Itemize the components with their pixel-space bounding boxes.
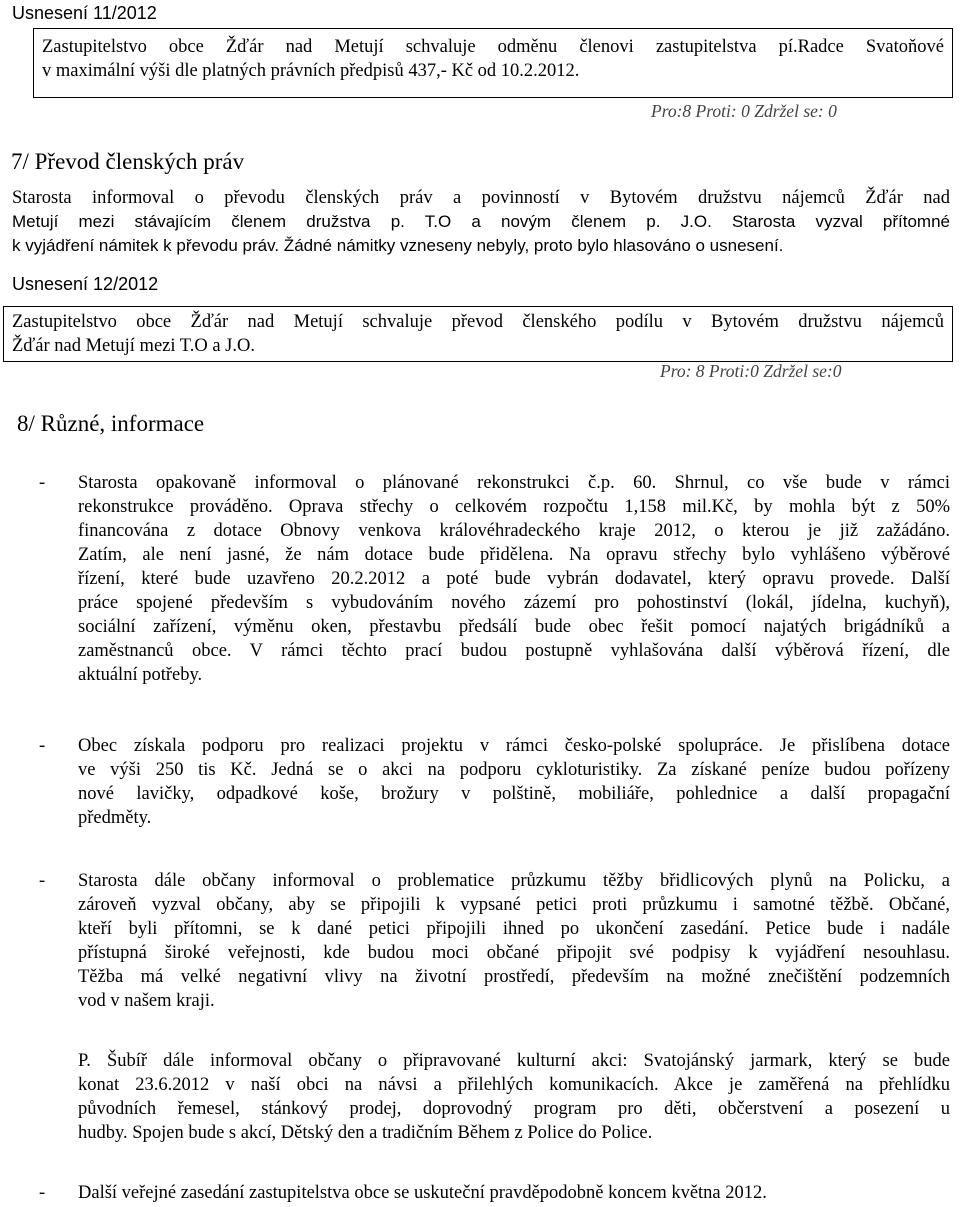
resolution-11-box bbox=[33, 28, 953, 98]
info-item-2-line-1: Obec získala podporu pro realizaci projektu v rámci česko-polské spolupráce. Je přislíbena dotace bbox=[78, 736, 950, 756]
section-7-paragraph bbox=[12, 186, 950, 258]
section-7-line-2: Metují mezi stávajícím členem družstva p. T.O a novým členem p. J.O. Starosta vyzval přítomné bbox=[12, 212, 950, 231]
info-item-1-line-8: zaměstnanců obce. V rámci těchto prací budou postupně vyhlašována další výběrová řízení, dle bbox=[78, 641, 950, 661]
info-item-2-line-2: ve výši 250 tis Kč. Jedná se o akci na podporu cykloturistiky. Za získané peníze budou pořízeny bbox=[78, 760, 950, 780]
resolution-12-line-2: Žďár nad Metují mezi T.O a J.O. bbox=[12, 336, 255, 356]
info-item-3-line-4: přístupná široké veřejnosti, kde budou moci občané připojit své podpisy k vyjádření nesouhlasu. bbox=[78, 943, 950, 963]
info-item-1-line-5: řízení, které bude uzavřeno 20.2.2012 a poté bude vybrán dodavatel, který opravu provede. Další bbox=[78, 569, 950, 589]
resolution-11-title: Usnesení 11/2012 bbox=[12, 3, 157, 23]
info-item-4-line-1: Další veřejné zasedání zastupitelstva obce se uskuteční pravděpodobně koncem května 2012. bbox=[78, 1183, 767, 1203]
info-item-2-line-3: nové lavičky, odpadkové koše, brožury v polštině, mobiliáře, pohlednice a další propagační bbox=[78, 784, 950, 804]
info-item-1-line-7: sociální zařízení, výměnu oken, přestavbu předsálí bude obec řešit pomocí najatých brigádníků a bbox=[78, 617, 950, 637]
info-item-3-line-2: zároveň vyzval občany, aby se připojili k vypsané petici proti průzkumu i samotné těžbě. Občané, bbox=[78, 895, 950, 915]
info-item-1-line-6: práce spojené především s vybudováním nového zázemí pro pohostinství (lokál, jídelna, kuchyň), bbox=[78, 593, 950, 613]
bullet-dash-4: - bbox=[39, 1183, 46, 1203]
info-item-3-line-6: vod v našem kraji. bbox=[78, 991, 215, 1011]
info-item-1-line-9: aktuální potřeby. bbox=[78, 665, 203, 685]
info-item-3b-line-3: původních řemesel, stánkový prodej, doprovodný program pro děti, občerstvení a posezení u bbox=[78, 1099, 950, 1119]
section-8-heading: 8/ Různé, informace bbox=[17, 411, 205, 436]
info-item-3b-line-4: hudby. Spojen bude s akcí, Dětský den a tradičním Během z Police do Police. bbox=[78, 1123, 653, 1143]
info-item-1-line-2: rekonstrukce prováděno. Oprava střechy o celkovém rozpočtu 1,158 mil.Kč, by mohla být z 50% bbox=[78, 497, 950, 517]
info-item-4 bbox=[78, 1181, 950, 1205]
info-item-3-line-3: kteří byli přítomni, se k dané petici připojili ihned po ukončení zasedání. Petice bude i nadále bbox=[78, 919, 950, 939]
resolution-12-votes: Pro: 8 Proti:0 Zdržel se:0 bbox=[660, 361, 842, 381]
bullet-dash-1: - bbox=[39, 473, 46, 493]
info-item-3b-line-1: P. Šubíř dále informoval občany o připravované kulturní akci: Svatojánský jarmark, který se bude bbox=[78, 1051, 950, 1071]
info-item-3-line-1: Starosta dále občany informoval o problematice průzkumu těžby břidlicových plynů na Policku, a bbox=[78, 871, 950, 891]
resolution-11-line-1: Zastupitelstvo obce Žďár nad Metují schvaluje odměnu členovi zastupitelstva pí.Radce Svatoňové bbox=[42, 37, 944, 57]
resolution-12-title: Usnesení 12/2012 bbox=[12, 274, 159, 294]
info-item-2 bbox=[78, 734, 950, 830]
info-item-3b bbox=[78, 1049, 950, 1145]
section-7-line-1: Starosta informoval o převodu členských práv a povinností v Bytovém družstvu nájemců Žďár nad bbox=[12, 188, 950, 208]
resolution-11-votes: Pro:8 Proti: 0 Zdržel se: 0 bbox=[651, 101, 837, 121]
bullet-dash-2: - bbox=[39, 736, 46, 756]
info-item-1-line-1: Starosta opakovaně informoval o plánované rekonstrukci č.p. 60. Shrnul, co vše bude v rámci bbox=[78, 473, 950, 493]
bullet-dash-3: - bbox=[39, 871, 46, 891]
resolution-12-line-1: Zastupitelstvo obce Žďár nad Metují schvaluje převod členského podílu v Bytovém družstvu nájemců bbox=[12, 312, 944, 332]
resolution-12-box bbox=[3, 306, 953, 362]
info-item-2-line-4: předměty. bbox=[78, 808, 152, 828]
info-item-3 bbox=[78, 869, 950, 1013]
resolution-11-line-2: v maximální výši dle platných právních předpisů 437,- Kč od 10.2.2012. bbox=[42, 61, 580, 81]
info-item-1-line-3: financována z dotace Obnovy venkova královéhradeckého kraje 2012, o kterou je již zažádáno. bbox=[78, 521, 950, 541]
info-item-1-line-4: Zatím, ale není jasné, že nám dotace bude přidělena. Na opravu střechy bylo vyhlášeno výběrové bbox=[78, 545, 950, 565]
info-item-3b-line-2: konat 23.6.2012 v naší obci na návsi a přilehlých komunikacích. Akce je zaměřená na přehlídku bbox=[78, 1075, 950, 1095]
section-7-line-3: k vyjádření námitek k převodu práv. Žádné námitky vzneseny nebyly, proto bylo hlasováno o usnesení. bbox=[12, 236, 784, 255]
info-item-3-line-5: Těžba má velké negativní vlivy na životní prostředí, především na možné znečištění podzemních bbox=[78, 967, 950, 987]
info-item-1 bbox=[78, 471, 950, 687]
section-7-heading: 7/ Převod členských práv bbox=[11, 149, 245, 174]
